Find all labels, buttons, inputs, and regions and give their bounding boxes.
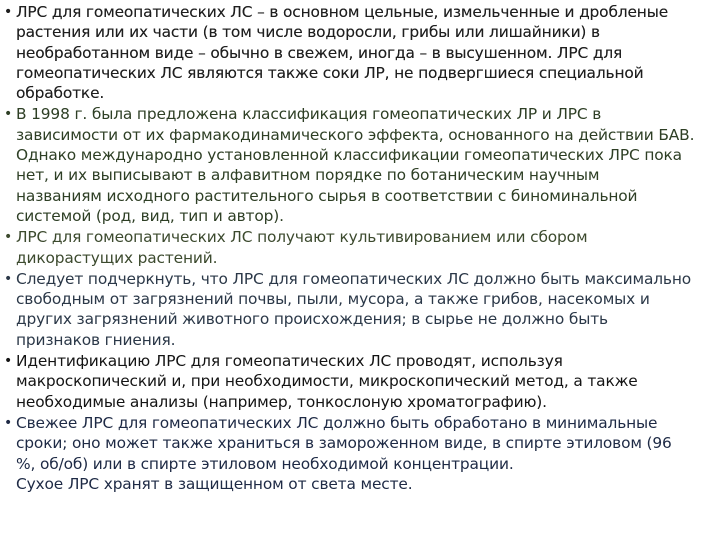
paragraph-raw-material-definition — [4, 2, 720, 103]
text-line: необработанном виде – обычно в свежем, иногда – в высушенном. ЛРС для — [16, 43, 623, 62]
text-line: Сухое ЛРС хранят в защищенном от света месте. — [16, 474, 413, 493]
text-line: системой (род, вид, тип и автор). — [16, 206, 284, 225]
text-line: ЛРС для гомеопатических ЛС получают культивированием или сбором — [16, 228, 588, 247]
bullet-icon: • — [4, 353, 13, 370]
text-line: Следует подчеркнуть, что ЛРС для гомеопатических ЛС должно быть максимально — [16, 269, 692, 288]
text-line: дикорастущих растений. — [16, 248, 218, 267]
text-line: макроскопический и, при необходимости, микроскопический метод, а также — [16, 372, 638, 391]
text-line: ЛРС для гомеопатических ЛС – в основном цельные, измельченные и дробленые — [16, 3, 669, 21]
text-line: гомеопатических ЛС являются также соки ЛР, не подвергшиеся специальной — [16, 63, 644, 82]
text-line: названиям исходного растительного сырья в соответствии с биноминальной — [16, 186, 638, 205]
text-line: свободным от загрязнений почвы, пыли, мусора, а также грибов, насекомых и — [16, 290, 650, 309]
bullet-icon: • — [4, 106, 13, 123]
text-line: обработке. — [16, 84, 105, 103]
bullet-icon: • — [4, 270, 13, 287]
paragraph-identification — [4, 351, 720, 412]
text-line: сроки; оно может также храниться в замороженном виде, в спирте этиловом (96 — [16, 434, 672, 453]
text-line: Свежее ЛРС для гомеопатических ЛС должно быть обработано в минимальные — [16, 413, 658, 432]
text-line: других загрязнений животного происхождения; в сырье не должно быть — [16, 310, 608, 329]
text-line: В 1998 г. была предложена классификация гомеопатических ЛР и ЛРС в — [16, 105, 602, 124]
text-line: признаков гниения. — [16, 330, 176, 349]
text-line: Идентификацию ЛРС для гомеопатических ЛС проводят, используя — [16, 352, 563, 371]
paragraph-cultivation — [4, 227, 720, 268]
text-line: Однако международно установленной классификации гомеопатических ЛРС пока — [16, 146, 682, 165]
text-line: необходимые анализы (например, тонкослоную хроматографию). — [16, 392, 547, 411]
text-line: зависимости от их фармакодинамического эффекта, основанного на действии БАВ. — [16, 125, 695, 144]
bullet-list — [4, 2, 720, 495]
text-line: %, об/об) или в спирте этиловом необходимой концентрации. — [16, 454, 514, 473]
text-line: нет, и их выписывают в алфавитном порядке по ботаническим научным — [16, 166, 600, 185]
bullet-icon: • — [4, 414, 13, 431]
bullet-icon: • — [4, 4, 13, 20]
text-line: растения или их части (в том числе водоросли, грибы или лишайники) в — [16, 23, 600, 42]
bullet-icon: • — [4, 229, 13, 246]
paragraph-contamination — [4, 269, 720, 350]
paragraph-classification — [4, 104, 720, 226]
paragraph-storage — [4, 413, 720, 494]
